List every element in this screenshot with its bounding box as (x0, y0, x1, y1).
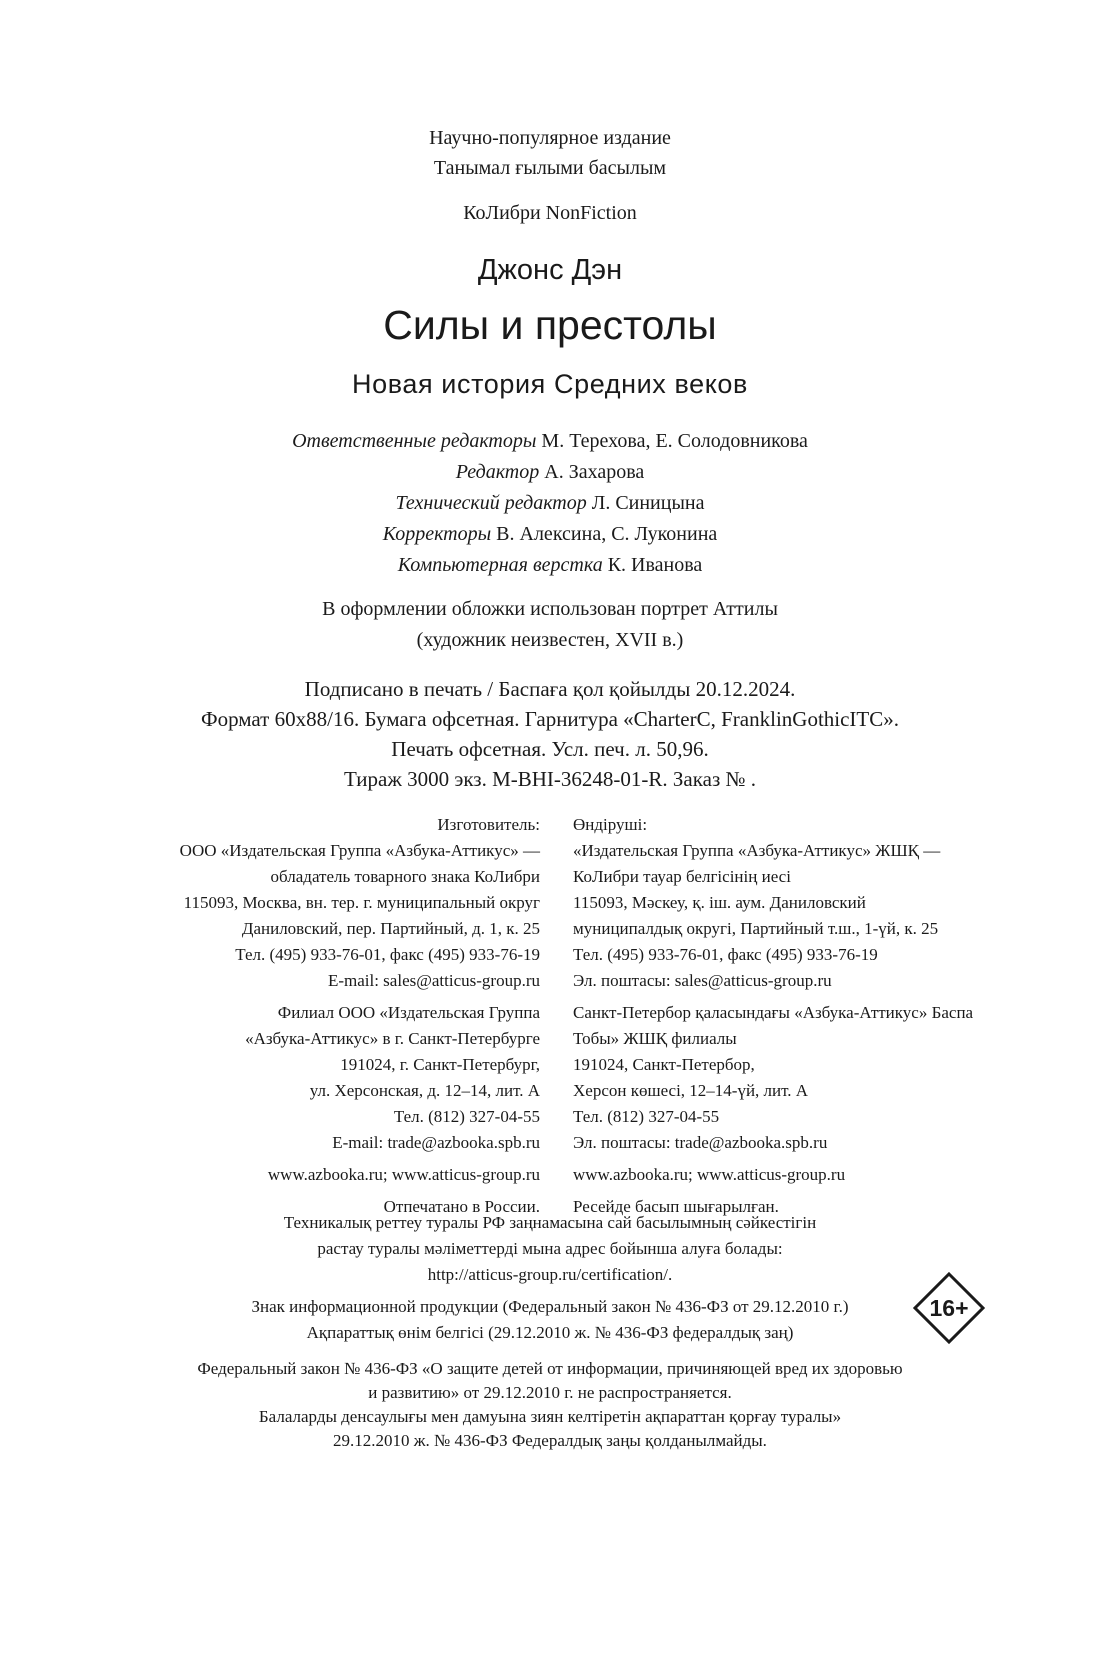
certification-line: растау туралы мәліметтерді мына адрес бойынша алуға болады: (317, 1239, 783, 1258)
credit-names: М. Терехова, Е. Солодовникова (541, 430, 808, 452)
printed-in-line: Отпечатано в России. (383, 1197, 540, 1216)
email-line: Эл. поштасы: trade@azbooka.spb.ru (573, 1133, 828, 1152)
credit-row (0, 457, 1100, 488)
branch-line: Санкт-Петербор қаласындағы «Азбука-Аттикус» Баспа (573, 1003, 974, 1022)
credit-role: Компьютерная верстка (397, 554, 603, 576)
credit-names: А. Захарова (544, 461, 645, 483)
book-title: Силы и престолы (383, 302, 717, 348)
law-note-line: 29.12.2010 ж. № 436-ФЗ Федералдық заңы қолданылмайды. (333, 1431, 767, 1450)
email-line: E-mail: trade@azbooka.spb.ru (332, 1133, 540, 1152)
address-line: 115093, Мәскеу, қ. іш. аум. Даниловский (573, 893, 866, 912)
genre-kz: Танымал ғылыми басылым (433, 157, 667, 179)
age-rating-label: 16+ (929, 1295, 969, 1321)
print-info-line: Подписано в печать / Баспаға қол қойылды 20.12.2024. (304, 677, 796, 701)
certification-line: Техникалық реттеу туралы РФ заңнамасына сай басылымның сәйкестігін (283, 1213, 817, 1232)
manufacturer-ru-column (120, 812, 540, 1220)
law-note-line: и развитию» от 29.12.2010 г. не распространяется. (368, 1383, 732, 1402)
author-name: Джонс Дэн (477, 254, 623, 286)
credits-block (0, 426, 1100, 581)
branch-line: «Азбука-Аттикус» в г. Санкт-Петербурге (245, 1029, 540, 1048)
credit-row (0, 519, 1100, 550)
cover-note-line: В оформлении обложки использован портрет Аттилы (322, 598, 778, 620)
print-info-line: Печать офсетная. Усл. печ. л. 50,96. (391, 737, 709, 761)
address-line: 115093, Москва, вн. тер. г. муниципальный округ (183, 893, 540, 912)
credit-row (0, 426, 1100, 457)
printed-in-line: Ресейде басып шығарылған. (573, 1197, 779, 1216)
credit-role: Корректоры (382, 523, 492, 545)
cover-note-line: (художник неизвестен, XVII в.) (416, 629, 684, 651)
branch-line: Тел. (812) 327-04-55 (573, 1107, 720, 1126)
credit-role: Технический редактор (395, 492, 587, 514)
info-sign-line: Знак информационной продукции (Федеральный закон № 436-ФЗ от 29.12.2010 г.) (251, 1297, 849, 1316)
branch-line: Филиал ООО «Издательская Группа (277, 1003, 540, 1022)
genre-ru: Научно-популярное издание (429, 127, 671, 149)
credit-role: Редактор (455, 461, 540, 483)
series-name: КоЛибри NonFiction (463, 202, 637, 224)
law-note-line: Федеральный закон № 436-ФЗ «О защите детей от информации, причиняющей вред их здоровью (197, 1359, 903, 1378)
law-note (0, 1357, 1100, 1453)
address-line: ООО «Издательская Группа «Азбука-Аттикус» — (179, 841, 540, 860)
branch-line: 191024, Санкт-Петербор, (573, 1055, 755, 1074)
credit-names: К. Иванова (607, 554, 703, 576)
address-line: Даниловский, пер. Партийный, д. 1, к. 25 (241, 919, 540, 938)
email-line: Эл. поштасы: sales@atticus-group.ru (573, 971, 832, 990)
branch-line: Тобы» ЖШҚ филиалы (573, 1029, 737, 1048)
manufacturer-label: Изготовитель: (437, 815, 540, 834)
address-line: муниципалдық округі, Партийный т.ш., 1-үй, к. 25 (573, 919, 939, 938)
address-line: КоЛибри тауар белгісінің иесі (573, 867, 791, 886)
credit-row (0, 550, 1100, 581)
credit-row (0, 488, 1100, 519)
address-line: «Издательская Группа «Азбука-Аттикус» ЖШҚ — (573, 841, 941, 860)
manufacturer-kz-column (573, 812, 1053, 1220)
branch-line: Херсон көшесі, 12–14-үй, лит. А (573, 1081, 809, 1100)
law-note-line: Балаларды денсаулығы мен дамуына зиян келтіретін ақпараттан қорғау туралы» (258, 1407, 842, 1426)
book-subtitle: Новая история Средних веков (352, 369, 748, 399)
manufacturer-label: Өндіруші: (573, 815, 648, 834)
credit-names: В. Алексина, С. Луконина (496, 523, 718, 545)
website-line: www.azbooka.ru; www.atticus-group.ru (573, 1165, 846, 1184)
branch-line: Тел. (812) 327-04-55 (393, 1107, 540, 1126)
branch-line: 191024, г. Санкт-Петербург, (340, 1055, 540, 1074)
print-info (0, 674, 1100, 794)
credit-role: Ответственные редакторы (292, 430, 537, 452)
address-line: Тел. (495) 933-76-01, факс (495) 933-76-19 (573, 945, 878, 964)
certification-url: http://atticus-group.ru/certification/. (427, 1265, 673, 1284)
info-sign-line: Ақпараттық өнім белгісі (29.12.2010 ж. № 436-ФЗ федералдық заң) (306, 1323, 794, 1342)
website-line: www.azbooka.ru; www.atticus-group.ru (267, 1165, 540, 1184)
branch-line: ул. Херсонская, д. 12–14, лит. А (309, 1081, 540, 1100)
email-line: E-mail: sales@atticus-group.ru (327, 971, 540, 990)
address-line: Тел. (495) 933-76-01, факс (495) 933-76-19 (235, 945, 540, 964)
print-info-line: Тираж 3000 экз. М-BHI-36248-01-R. Заказ № . (343, 767, 757, 791)
credit-names: Л. Синицына (591, 492, 705, 514)
print-info-line: Формат 60x88/16. Бумага офсетная. Гарнитура «CharterC, FranklinGothicITC». (200, 707, 900, 731)
cover-note (0, 594, 1100, 656)
address-line: обладатель товарного знака КоЛибри (270, 867, 540, 886)
